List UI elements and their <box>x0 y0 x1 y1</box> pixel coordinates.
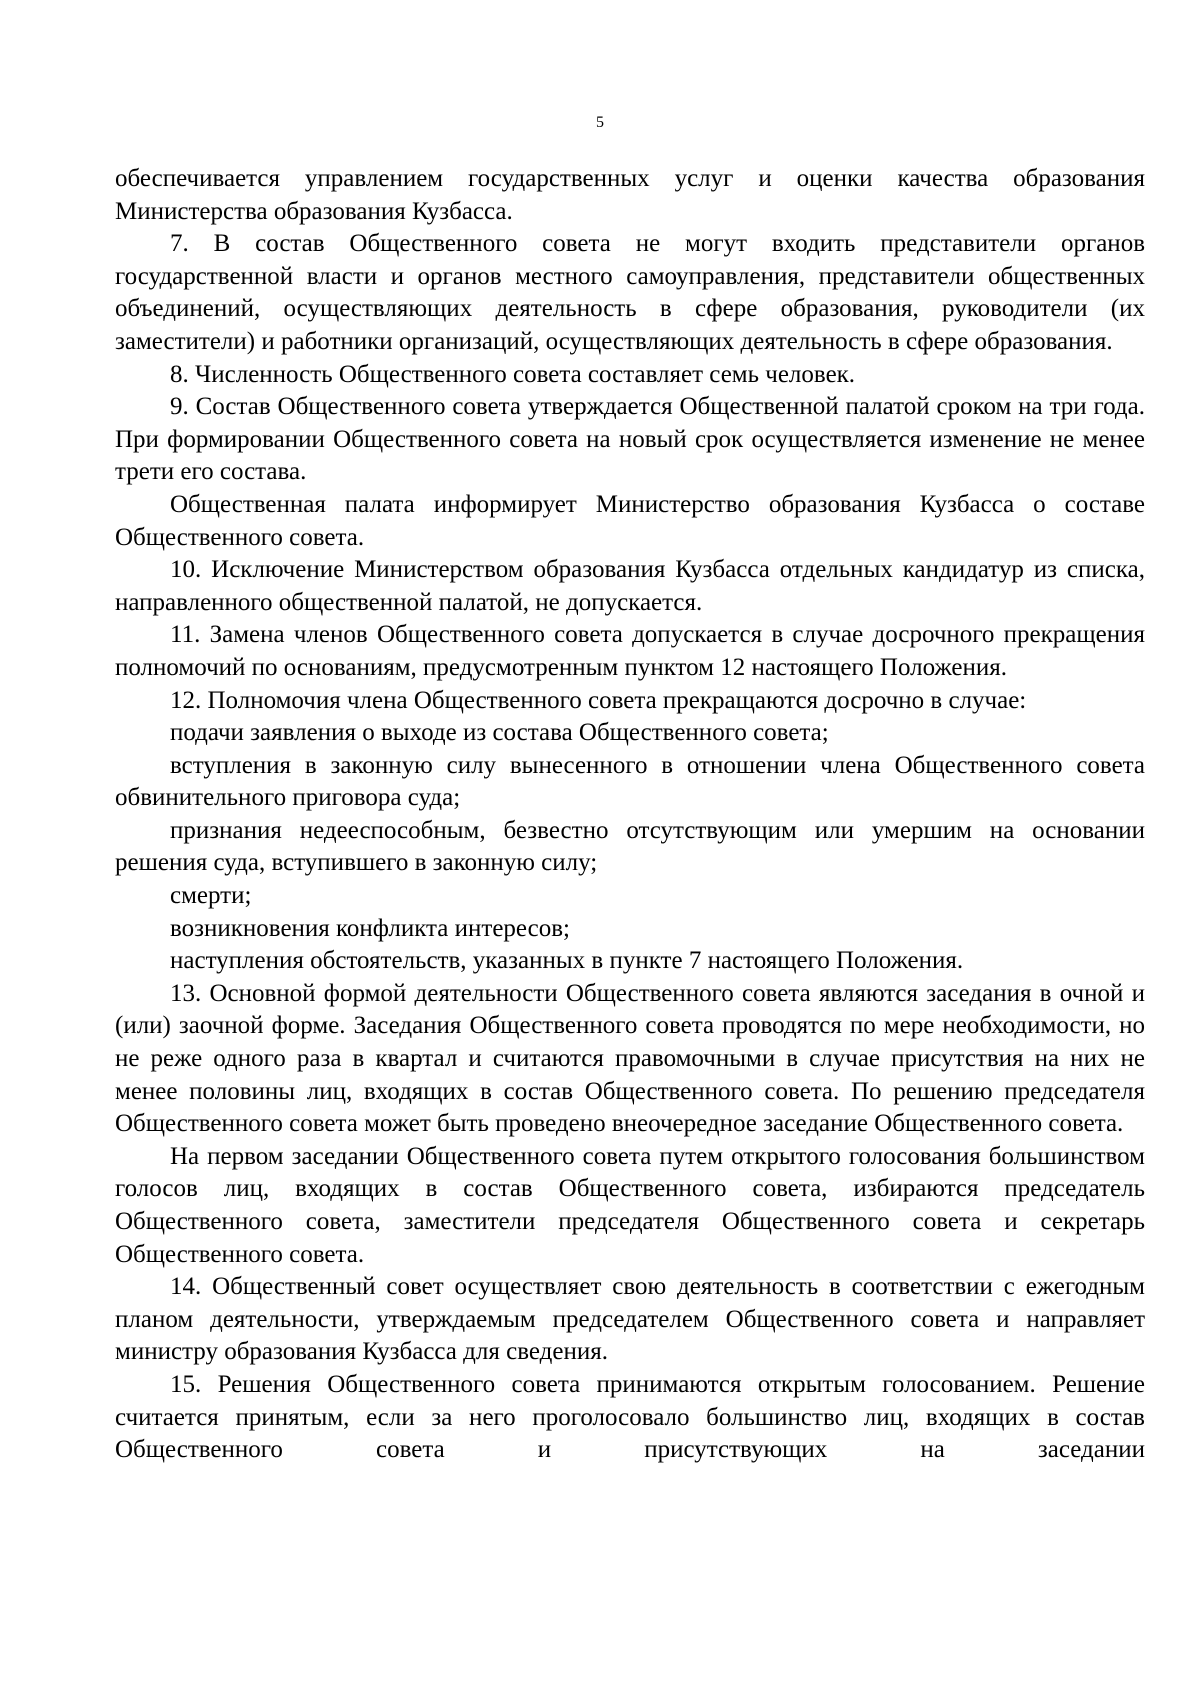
paragraph-item-9-notice: Общественная палата информирует Министерство образования Кузбасса о составе Общественного совета. <box>115 490 1145 551</box>
paragraph-item-10: 10. Исключение Министерством образования Кузбасса отдельных кандидатур из списка, направленного общественной палатой, не допускается. <box>115 556 1145 616</box>
paragraph-item-15: 15. Решения Общественного совета принимаются открытым голосованием. Решение считается принятым, если за него проголосовало большинство лиц, входящих в состав Общественного совета и присутствующих на заседании <box>115 1370 1145 1464</box>
paragraph-item-11: 11. Замена членов Общественного совета допускается в случае досрочного прекращения полномочий по основаниям, предусмотренным пунктом 12 настоящего Положения. <box>115 621 1145 681</box>
paragraph-item-12-case-2: вступления в законную силу вынесенного в отношении члена Общественного совета обвинительного приговора суда; <box>115 751 1145 812</box>
paragraph-item-13: 13. Основной формой деятельности Общественного совета являются заседания в очной и (или) заочной форме. Заседания Общественного совета проводятся по мере необходимости, но не реже одного раза в квартал и считаются правомочными в случае присутствия на них не менее половины лиц, входящих в состав Общественного совета. По решению председателя Общественного совета может быть проведено внеочередное заседание Общественного совета. <box>115 979 1145 1138</box>
paragraph-continuation: обеспечивается управлением государственных услуг и оценки качества образования Министерства образования Кузбасса. <box>115 165 1145 225</box>
paragraph-item-9: 9. Состав Общественного совета утверждается Общественной палатой сроком на три года. При формировании Общественного совета на новый срок осуществляется изменение не менее трети его состава. <box>115 393 1145 486</box>
paragraph-item-12-case-4: смерти; <box>170 882 252 910</box>
paragraph-item-12-case-1: подачи заявления о выходе из состава Общественного совета; <box>170 719 829 747</box>
paragraph-item-12-case-6: наступления обстоятельств, указанных в пункте 7 настоящего Положения. <box>170 947 964 975</box>
paragraph-item-12-case-3: признания недееспособным, безвестно отсутствующим или умершим на основании решения суда, вступившего в законную силу; <box>115 816 1145 877</box>
document-body <box>115 163 1145 1467</box>
paragraph-item-14: 14. Общественный совет осуществляет свою деятельность в соответствии с ежегодным планом деятельности, утверждаемым председателем Общественного совета и направляет министру образования Кузбасса для сведения. <box>115 1273 1145 1366</box>
paragraph-item-13-first-meeting: На первом заседании Общественного совета путем открытого голосования большинством голосов лиц, входящих в состав Общественного совета, избираются председатель Общественного совета, заместители председателя Общественного совета и секретарь Общественного совета. <box>115 1142 1145 1268</box>
paragraph-item-8: 8. Численность Общественного совета составляет семь человек. <box>170 360 856 388</box>
paragraph-item-7: 7. В состав Общественного совета не могут входить представители органов государственной власти и органов местного самоуправления, представители общественных объединений, осуществляющих деятельность в сфере образования, руководители (их заместители) и работники организаций, осуществляющих деятельность в сфере образования. <box>115 230 1145 355</box>
page-number: 5 <box>596 114 604 131</box>
paragraph-item-12-case-5: возникновения конфликта интересов; <box>170 914 570 942</box>
paragraph-item-12: 12. Полномочия члена Общественного совета прекращаются досрочно в случае: <box>170 686 1027 714</box>
